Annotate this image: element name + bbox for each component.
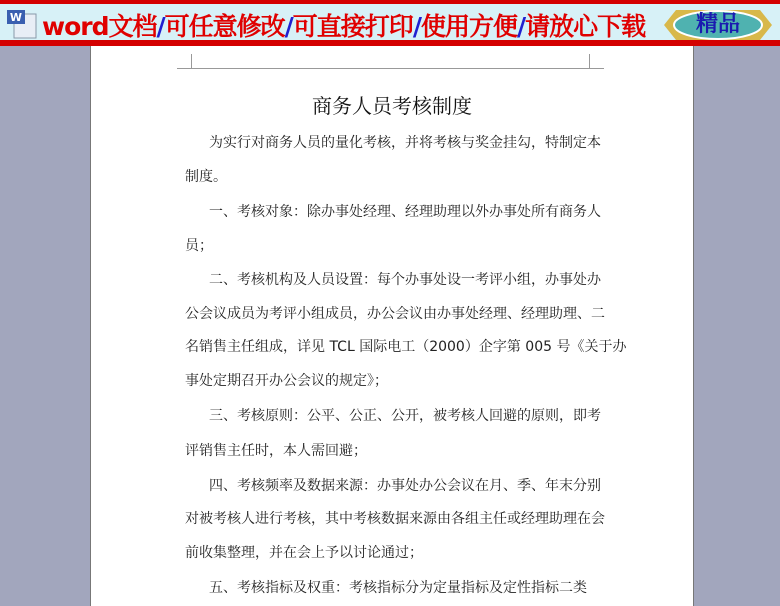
- slogan-separator: /: [156, 12, 165, 41]
- slogan-text: 可任意修改: [164, 12, 285, 41]
- margin-corner-right: [589, 54, 604, 69]
- text-line: 三、考核原则：公平、公正、公开，被考核人回避的原则，即考: [209, 408, 601, 424]
- text-line: 评销售主任时，本人需回避；: [185, 443, 367, 459]
- text-line: 五、考核指标及权重：考核指标分为定量指标及定性指标二类: [209, 580, 587, 596]
- banner-slogan: [42, 7, 645, 43]
- svg-text:W: W: [9, 11, 23, 24]
- text-line: 名销售主任组成，详见 TCL 国际电工（2000）企字第 005 号《关于办: [185, 339, 627, 355]
- text-line: 对被考核人进行考核，其中考核数据来源由各组主任或经理助理在会: [185, 511, 605, 527]
- text-line: 事处定期召开办公会议的规定》；: [185, 373, 388, 389]
- document-title: 商务人员考核制度: [312, 94, 472, 118]
- slogan-text: 使用方便: [420, 12, 517, 41]
- text-line: 一、考核对象：除办事处经理、经理助理以外办事处所有商务人: [209, 204, 601, 220]
- text-line: 制度。: [185, 169, 227, 185]
- text-line: 为实行对商务人员的量化考核，并将考核与奖金挂勾，特制定本: [209, 135, 601, 151]
- text-line: 公会议成员为考评小组成员，办公会议由办事处经理、经理助理、二: [185, 306, 605, 322]
- slogan-separator: /: [516, 12, 526, 41]
- text-line: 二、考核机构及人员设置：每个办事处设一考评小组，办事处办: [209, 272, 601, 288]
- premium-badge: [662, 6, 774, 44]
- slogan-separator: /: [284, 12, 293, 41]
- text-line: 前收集整理，并在会上予以讨论通过；: [185, 545, 423, 561]
- text-line: 员；: [185, 238, 213, 254]
- promo-banner: [0, 0, 780, 46]
- margin-corner-left: [177, 54, 192, 69]
- header-rule: [191, 68, 589, 69]
- slogan-text: 可直接打印: [292, 12, 413, 41]
- word-document-icon: [6, 8, 38, 40]
- slogan-separator: /: [412, 12, 421, 41]
- text-line: 四、考核频率及数据来源：办事处办公会议在月、季、年末分别: [209, 478, 601, 494]
- slogan-text: word文档: [42, 12, 157, 41]
- document-page: [90, 46, 694, 606]
- badge-label: 精品: [695, 12, 740, 37]
- slogan-text: 请放心下载: [525, 12, 646, 41]
